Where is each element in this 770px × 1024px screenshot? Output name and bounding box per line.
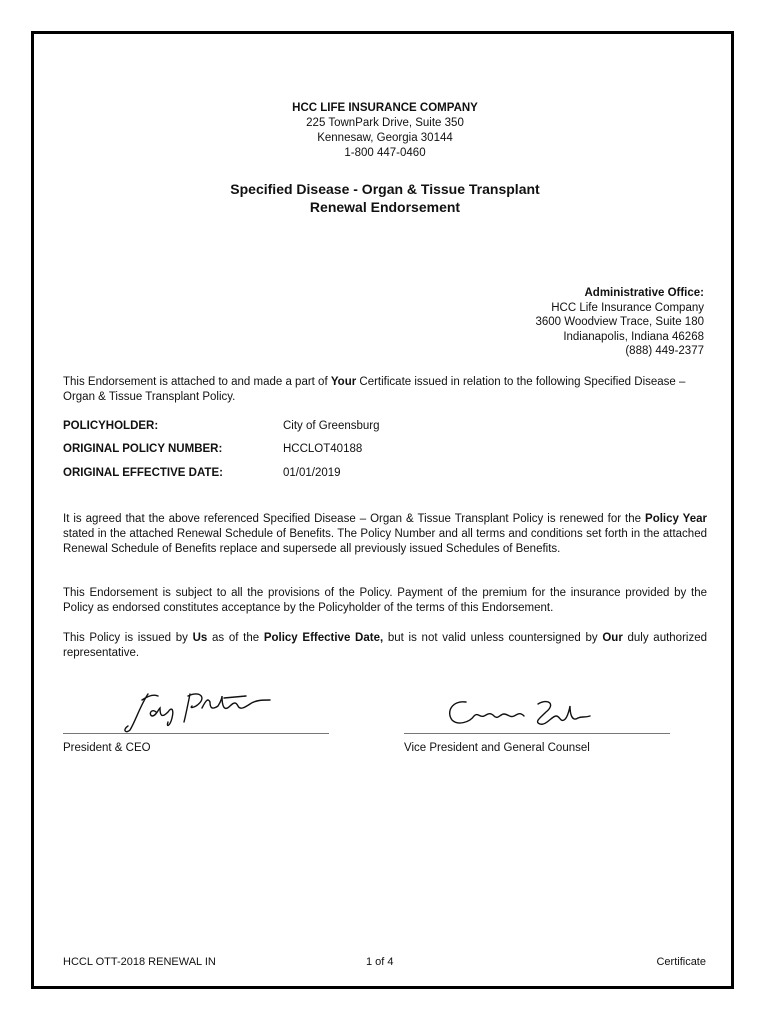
admin-office-address1: 3600 Woodview Trace, Suite 180 <box>535 316 704 328</box>
policyholder-label: POLICYHOLDER: <box>63 420 159 432</box>
title-line2: Renewal Endorsement <box>309 199 461 215</box>
company-header <box>0 101 770 161</box>
para3-text3: but is not valid unless countersigned by <box>383 632 603 644</box>
policyholder-value: City of Greensburg <box>283 420 380 432</box>
company-address-line1: 225 TownPark Drive, Suite 350 <box>306 117 464 129</box>
para1-text: It is agreed that the above referenced Specified Disease – Organ & Tissue Transplant Policy is renewed for the <box>63 513 646 525</box>
vice-president-title: Vice President and General Counsel <box>404 742 590 754</box>
para3-bold1: Us <box>192 632 208 644</box>
intro-bold: Your <box>330 376 357 388</box>
para1-text-end: stated in the attached Renewal Schedule of Benefits. The Policy Number and all terms and conditions set forth in the attached Renewal Schedule of Benefits replace and supersede all previously issued Schedules of Benefits. <box>63 528 707 555</box>
company-phone: 1-800 447-0460 <box>344 147 426 159</box>
renewal-paragraph <box>63 512 707 557</box>
para3-bold2: Policy Effective Date, <box>263 632 384 644</box>
document-title <box>0 180 770 216</box>
effective-date-label: ORIGINAL EFFECTIVE DATE: <box>63 467 223 479</box>
footer-doc-type: Certificate <box>656 956 706 968</box>
admin-office-heading: Administrative Office: <box>584 287 704 299</box>
provisions-paragraph: This Endorsement is subject to all the provisions of the Policy. Payment of the premium for the insurance provided by the Policy as endorsed constitutes acceptance by the Policyholder of the terms of this Endorsement. <box>63 587 707 614</box>
intro-text: This Endorsement is attached to and made a part of <box>63 376 331 388</box>
admin-office-address2: Indianapolis, Indiana 46268 <box>563 330 704 343</box>
effective-date-value: 01/01/2019 <box>283 467 341 479</box>
footer-page-number: 1 of 4 <box>366 956 394 968</box>
para3-text1: This Policy is issued by <box>63 632 193 644</box>
title-line1: Specified Disease - Organ & Tissue Transplant <box>230 181 540 197</box>
issuance-paragraph <box>63 631 707 661</box>
company-name: HCC LIFE INSURANCE COMPANY <box>292 102 478 114</box>
footer-form-id: HCCL OTT-2018 RENEWAL IN <box>63 956 216 968</box>
president-signature <box>118 686 278 736</box>
company-address-line2: Kennesaw, Georgia 30144 <box>317 132 453 144</box>
vice-president-signature <box>444 694 594 734</box>
para3-text4: duly authorized representative. <box>63 632 707 659</box>
para3-bold3: Our <box>602 632 623 644</box>
policy-number-label: ORIGINAL POLICY NUMBER: <box>63 443 223 455</box>
vice-president-signature-line <box>404 733 670 734</box>
intro-paragraph <box>63 375 707 405</box>
administrative-office <box>535 286 704 359</box>
policy-number-value: HCCLOT40188 <box>283 443 363 455</box>
admin-office-name: HCC Life Insurance Company <box>551 301 704 314</box>
para3-text2: as of the <box>207 632 264 644</box>
president-title: President & CEO <box>63 742 151 754</box>
page-border <box>31 31 734 989</box>
para1-bold: Policy Year <box>645 513 707 525</box>
intro-text-end: Certificate issued in relation to the following Specified Disease – Organ & Tissue Transplant Policy. <box>63 376 686 403</box>
admin-office-phone: (888) 449-2377 <box>625 345 704 357</box>
president-signature-line <box>63 733 329 734</box>
